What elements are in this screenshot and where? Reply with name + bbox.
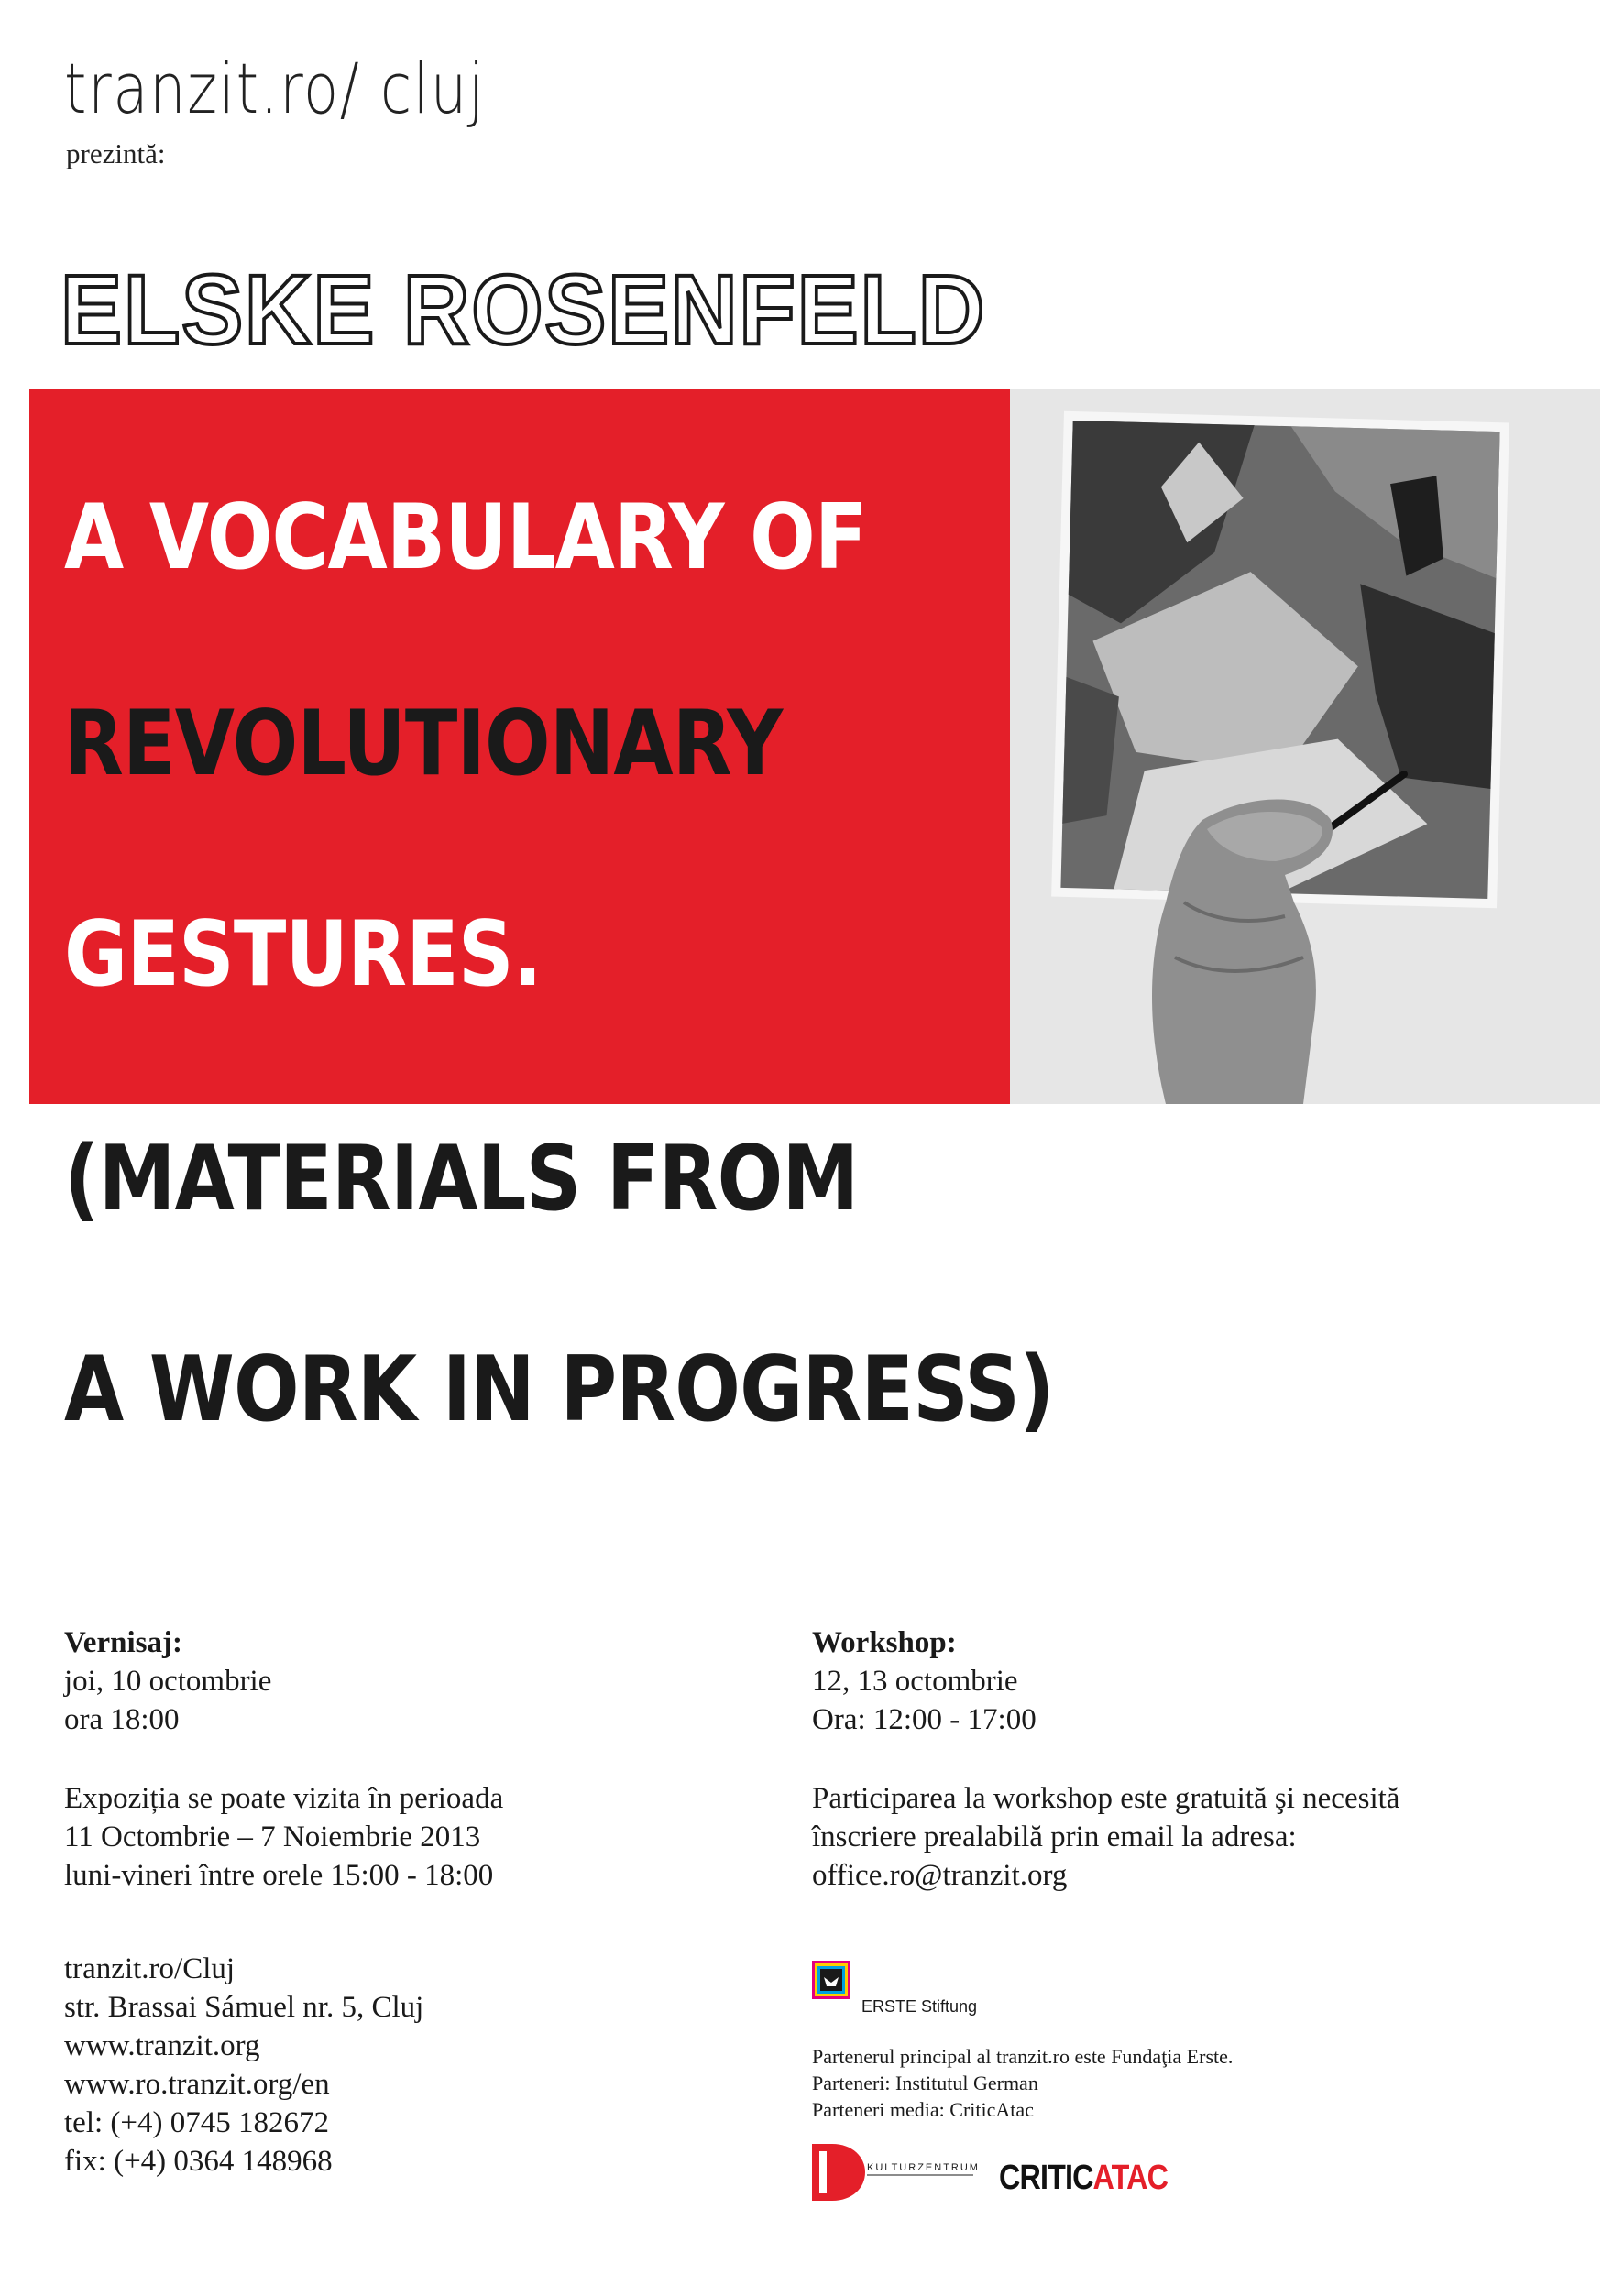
exhibition-line-3: luni-vineri între orele 15:00 - 18:00: [64, 1859, 494, 1892]
partners-text: [812, 2043, 1233, 2123]
erste-stiftung-logo: [812, 1961, 850, 1999]
erste-stiftung-label: ERSTE Stiftung: [861, 1997, 978, 2016]
criticatac-critic: CRITIC: [999, 2159, 1093, 2197]
workshop-note-1: Participarea la workshop este gratuită şi necesită: [812, 1782, 1400, 1815]
kulturzentrum-logo: [812, 2142, 980, 2203]
title-line-1: A VOCABULARY OF: [64, 486, 867, 590]
workshop-label: Workshop:: [812, 1626, 957, 1659]
vernisaj-label: Vernisaj:: [64, 1626, 182, 1659]
exhibition-line-2: 11 Octombrie – 7 Noiembrie 2013: [64, 1820, 481, 1853]
contact-phone: tel: (+4) 0745 182672: [64, 2106, 329, 2139]
kulturzentrum-text: KULTURZENTRUM: [867, 2162, 980, 2173]
workshop-email[interactable]: office.ro@tranzit.org: [812, 1859, 1068, 1892]
artist-name: ELSKE ROSENFELD: [60, 254, 987, 365]
criticatac-logo: [999, 2159, 1168, 2198]
hand-holding-photo-image: [1010, 389, 1600, 1104]
workshop-date: 12, 13 octombrie: [812, 1665, 1018, 1698]
workshop-block: [812, 1624, 1037, 1739]
partners-line: Parteneri: Institutul German: [812, 2072, 1038, 2094]
contact-fax: fix: (+4) 0364 148968: [64, 2145, 333, 2178]
vernisaj-block: [64, 1624, 271, 1739]
workshop-note-2: înscriere prealabilă prin email la adresa:: [812, 1820, 1297, 1853]
exhibition-period: [64, 1779, 503, 1895]
media-partners-line: Parteneri media: CriticAtac: [812, 2098, 1034, 2121]
workshop-registration: [812, 1779, 1399, 1895]
contact-name: tranzit.ro/Cluj: [64, 1952, 236, 1985]
title-line-5: A WORK IN PROGRESS): [64, 1338, 1054, 1442]
exhibition-line-1: Expoziția se poate vizita în perioada: [64, 1782, 504, 1815]
contact-website-2[interactable]: www.ro.tranzit.org/en: [64, 2068, 330, 2101]
organization-name: tranzit.ro/ cluj: [64, 48, 486, 129]
contact-block: [64, 1950, 423, 2181]
criticatac-atac: ATAC: [1092, 2159, 1169, 2197]
workshop-time: Ora: 12:00 - 17:00: [812, 1703, 1037, 1736]
main-partner-line: Partenerul principal al tranzit.ro este Fundaţia Erste.: [812, 2045, 1234, 2068]
vernisaj-date: joi, 10 octombrie: [64, 1665, 272, 1698]
contact-address: str. Brassai Sámuel nr. 5, Cluj: [64, 1991, 424, 2024]
artwork-photo: [1010, 389, 1600, 1104]
contact-website-1[interactable]: www.tranzit.org: [64, 2029, 260, 2062]
title-line-4: (MATERIALS FROM: [64, 1127, 859, 1231]
presents-label: prezintă:: [66, 137, 166, 169]
title-line-3: GESTURES.: [64, 902, 542, 1007]
title-line-2: REVOLUTIONARY: [64, 692, 783, 796]
vernisaj-time: ora 18:00: [64, 1703, 180, 1736]
